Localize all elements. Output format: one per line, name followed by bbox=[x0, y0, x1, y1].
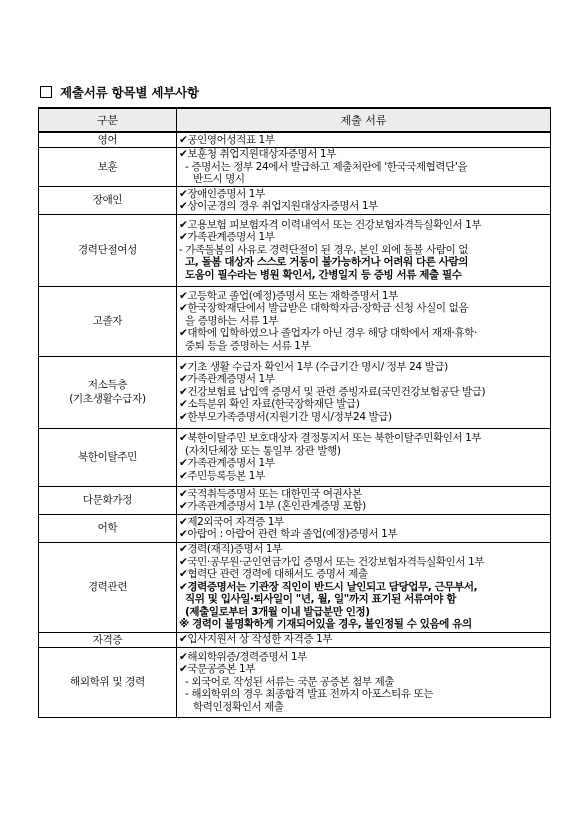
document-line: ✔고등학교 졸업(예정)증명서 또는 재학증명서 1부 bbox=[179, 289, 398, 302]
document-line: - 증명서는 정부 24에서 발급하고 제출처란에 '한국국제협력단'을 bbox=[185, 160, 468, 173]
category-label: 자격증 bbox=[92, 633, 123, 646]
documents-cell bbox=[177, 148, 551, 187]
table-row bbox=[39, 286, 551, 356]
document-line: ✔경력(재직)증명서 1부 bbox=[179, 543, 282, 556]
documents-cell bbox=[177, 214, 551, 286]
documents-cell bbox=[177, 514, 551, 542]
category-cell bbox=[39, 428, 177, 486]
document-line: ✔소득분위 확인 자료(한국장학재단 발급) bbox=[179, 398, 360, 411]
document-line: ✔국문공증본 1부 bbox=[179, 663, 256, 676]
category-label: (기초생활수급자) bbox=[69, 393, 146, 405]
category-cell bbox=[39, 214, 177, 286]
section-title bbox=[40, 83, 199, 101]
category-label: 경력관련 bbox=[87, 581, 128, 593]
documents-cell bbox=[177, 632, 551, 647]
document-line: ✔보훈청 취업지원대상자증명서 1부 bbox=[179, 148, 336, 160]
category-cell bbox=[39, 148, 177, 187]
category-label: 어학 bbox=[97, 522, 118, 534]
document-line: ✔제2외국어 자격증 1부 bbox=[179, 515, 284, 528]
document-line: (자치단체장 또는 통일부 장관 발행) bbox=[185, 444, 341, 457]
table-row bbox=[39, 186, 551, 214]
documents-cell bbox=[177, 428, 551, 486]
document-line: 반드시 명시 bbox=[193, 173, 245, 185]
document-line: ✔경력증명서는 기관장 직인이 반드시 날인되고 담당업무, 근무부서, bbox=[179, 580, 478, 593]
header-documents: 제출 서류 bbox=[177, 108, 551, 132]
document-line: ✔입사지원서 상 작성한 자격증 1부 bbox=[179, 633, 333, 646]
table-row bbox=[39, 148, 551, 187]
document-line: 도움이 필수라는 병원 확인서, 간병일지 등 증빙 서류 제출 필수 bbox=[185, 268, 462, 281]
document-line: 학력인정확인서 제출 bbox=[193, 700, 284, 713]
document-line: ✔고용보험 피보험자격 이력내역서 또는 건강보험자격득실확인서 1부 bbox=[179, 218, 482, 231]
document-line: 을 증명하는 서류 1부 bbox=[185, 314, 279, 327]
document-line: ※ 경력이 불명확하게 기재되어있을 경우, 불인정될 수 있음에 유의 bbox=[179, 618, 472, 631]
documents-cell bbox=[177, 286, 551, 356]
document-line: ✔공인영어성적표 1부 bbox=[179, 133, 275, 146]
header-category: 구분 bbox=[39, 108, 177, 132]
checkbox-square-icon bbox=[40, 86, 52, 98]
document-line: ✔장애인증명서 1부 bbox=[179, 187, 265, 200]
document-line: ✔상이군경의 경우 취업지원대상자증명서 1부 bbox=[179, 200, 378, 212]
category-cell bbox=[39, 132, 177, 148]
document-line: ✔국민·공무원·군인연금가입 증명서 또는 건강보험자격득실확인서 1부 bbox=[179, 555, 485, 568]
documents-cell bbox=[177, 132, 551, 148]
document-line: 고, 돌봄 대상자 스스로 거동이 불가능하거나 어려워 다른 사람의 bbox=[185, 256, 468, 269]
document-line: ✔가족관계증명서 1부 (혼인관계증명 포함) bbox=[179, 500, 366, 512]
documents-cell bbox=[177, 356, 551, 428]
table-row bbox=[39, 428, 551, 486]
document-line: 중퇴 등을 증명하는 서류 1부 bbox=[185, 339, 311, 352]
category-label: 영어 bbox=[97, 134, 118, 146]
document-line: ✔가족관계증명서 1부 bbox=[179, 231, 275, 244]
documents-cell bbox=[177, 647, 551, 717]
document-line: ✔건강보험료 납입액 증명서 및 관련 증빙자료(국민건강보험공단 발급) bbox=[179, 385, 486, 398]
document-line: ✔가족관계증명서 1부 bbox=[179, 457, 275, 469]
document-line: ✔해외학위증/경력증명서 1부 bbox=[179, 650, 307, 663]
document-line: ✔한국장학재단에서 발급받은 대학학자금·장학금 신청 사실이 없음 bbox=[179, 302, 469, 315]
category-cell bbox=[39, 647, 177, 717]
category-label: 북한이탈주민 bbox=[77, 451, 138, 463]
category-cell bbox=[39, 356, 177, 428]
document-line: - 가족돌봄의 사유로 경력단절이 된 경우, 본인 외에 돌볼 사람이 없 bbox=[179, 243, 469, 256]
documents-table bbox=[38, 107, 551, 718]
category-label: 경력단절여성 bbox=[77, 244, 138, 256]
category-cell bbox=[39, 286, 177, 356]
document-line: (제출일로부터 3개월 이내 발급분만 인정) bbox=[185, 605, 370, 618]
category-label: 저소득층 bbox=[87, 379, 128, 391]
document-line: ✔한부모가족증명서(지원기간 명시/정부24 발급) bbox=[179, 410, 392, 423]
document-line: ✔협력단 관련 경력에 대해서도 증명서 제출 bbox=[179, 568, 368, 581]
table-row bbox=[39, 486, 551, 514]
document-line: 직위 및 입사일·퇴사일이 "년, 월, 일"까지 표기된 서류여야 함 bbox=[185, 593, 457, 606]
table-row bbox=[39, 214, 551, 286]
table-header-row bbox=[39, 108, 551, 132]
document-line: ✔대학에 입학하였으나 졸업자가 아닌 경우 해당 대학에서 재재·휴학· bbox=[179, 327, 477, 340]
category-cell bbox=[39, 632, 177, 647]
category-label: 다문화가정 bbox=[82, 494, 133, 506]
table-row bbox=[39, 132, 551, 148]
category-label: 고졸자 bbox=[92, 315, 123, 327]
category-cell bbox=[39, 486, 177, 514]
document-line: ✔가족관계증명서 1부 bbox=[179, 373, 275, 386]
document-line: ✔북한이탈주민 보호대상자 결정통지서 또는 북한이탈주민확인서 1부 bbox=[179, 432, 482, 444]
document-line: ✔기초 생활 수급자 확인서 1부 (수급기간 명시/ 정부 24 발급) bbox=[179, 360, 448, 373]
category-label: 장애인 bbox=[92, 194, 123, 206]
documents-cell bbox=[177, 542, 551, 632]
document-line: ✔아랍어 : 아랍어 관련 학과 졸업(예정)증명서 1부 bbox=[179, 528, 398, 540]
category-cell bbox=[39, 514, 177, 542]
category-cell bbox=[39, 186, 177, 214]
document-line: ✔국적취득증명서 또는 대한민국 여권사본 bbox=[179, 487, 362, 500]
document-line: ✔주민등록등본 1부 bbox=[179, 469, 265, 482]
documents-cell bbox=[177, 486, 551, 514]
category-label: 해외학위 및 경력 bbox=[70, 676, 145, 688]
category-cell bbox=[39, 542, 177, 632]
table-row bbox=[39, 542, 551, 632]
document-line: - 외국어로 작성된 서류는 국문 공증본 첨부 제출 bbox=[185, 675, 395, 688]
table-row bbox=[39, 632, 551, 647]
document-line: - 해외학위의 경우 최종합격 발표 전까지 아포스티유 또는 bbox=[185, 688, 434, 701]
table-row bbox=[39, 514, 551, 542]
section-title-text: 제출서류 항목별 세부사항 bbox=[60, 85, 199, 100]
category-label: 보훈 bbox=[97, 160, 118, 173]
table-row bbox=[39, 647, 551, 717]
documents-cell bbox=[177, 186, 551, 214]
table-row bbox=[39, 356, 551, 428]
